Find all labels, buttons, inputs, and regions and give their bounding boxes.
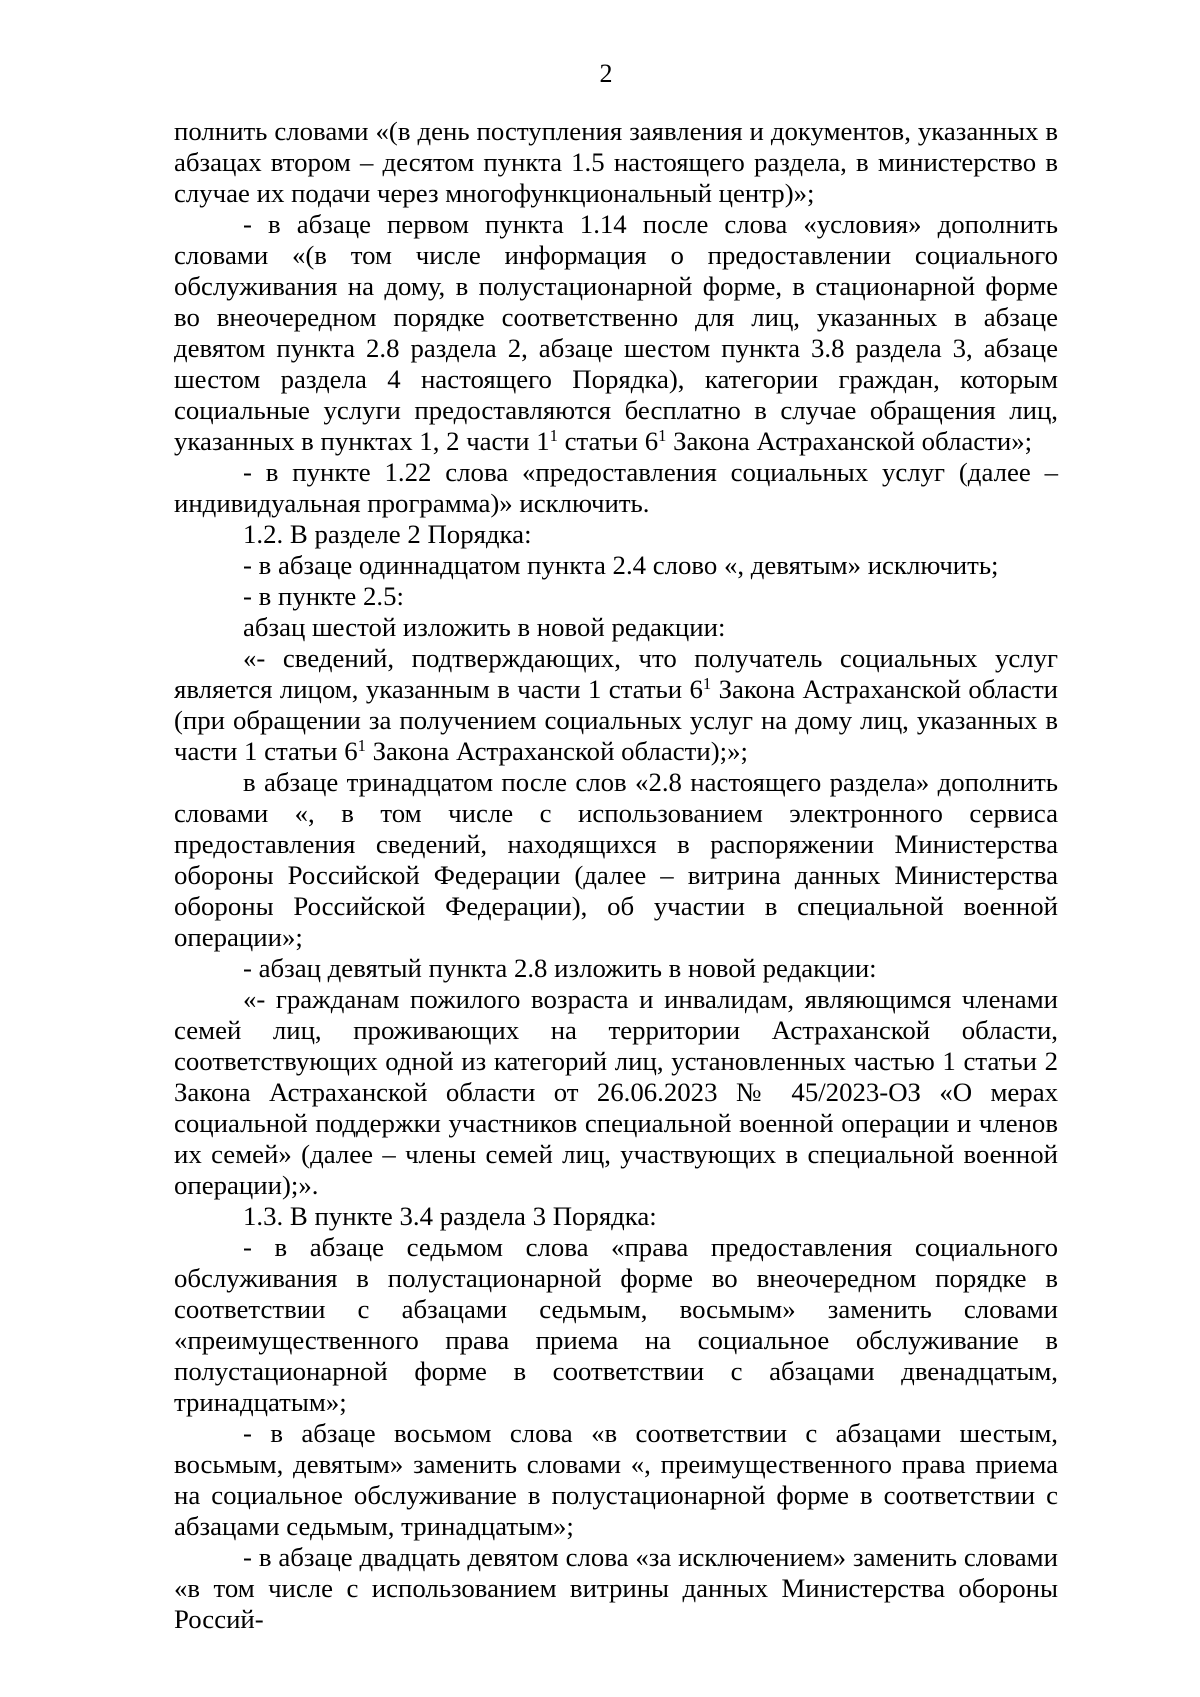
paragraph: - в абзаце одиннадцатом пункта 2.4 слово «, девятым» исключить;	[243, 550, 999, 580]
document-body	[174, 116, 1058, 1635]
paragraph: - в пункте 2.5:	[243, 581, 404, 611]
paragraph: - в пункте 1.22 слова «предоставления социальных услуг (далее – индивидуальная программа)» исключить.	[174, 457, 1058, 518]
paragraph: - в абзаце восьмом слова «в соответствии с абзацами шестым, восьмым, девятым» заменить словами «, преимущественного права приема на социальное обслуживание в полустационарной форме в соответствии с абзацами седьмым, тринадцатым»;	[174, 1418, 1058, 1541]
paragraph: 1.2. В разделе 2 Порядка:	[243, 519, 532, 549]
paragraph: - в абзаце седьмом слова «права предоставления социального обслуживания в полустационарной форме во внеочередном порядке в соответствии с абзацами седьмым, восьмым» заменить словами «преимущественного права приема на социальное обслуживание в полустационарной форме в соответствии с абзацами двенадцатым, тринадцатым»;	[174, 1232, 1058, 1417]
paragraph: - абзац девятый пункта 2.8 изложить в новой редакции:	[243, 953, 877, 983]
paragraph: «- гражданам пожилого возраста и инвалидам, являющимся членами семей лиц, проживающих на территории Астраханской области, соответствующих одной из категорий лиц, установленных частью 1 статьи 2 Закона Астраханской области от 26.06.2023 № 45/2023-ОЗ «О мерах социальной поддержки участников специальной военной операции и членов их семей» (далее – члены семей лиц, участвующих в специальной военной операции);».	[174, 984, 1058, 1200]
paragraph: «- сведений, подтверждающих, что получатель социальных услуг является лицом, указанным в части 1 статьи $6^1$ Закона Астраханской области (при обращении за получением социальных услуг на дому лиц, указанных в части 1 статьи $6^1$ Закона Астраханской области);»;	[174, 643, 1058, 766]
paragraph: полнить словами «(в день поступления заявления и документов, указанных в абзацах втором – десятом пункта 1.5 настоящего раздела, в министерство в случае их подачи через многофункциональный центр)»;	[174, 116, 1058, 208]
paragraph: - в абзаце первом пункта 1.14 после слова «условия» дополнить словами «(в том числе информация о предоставлении социального обслуживания на дому, в полустационарной форме, в стационарной форме во внеочередном порядке соответственно для лиц, указанных в абзаце девятом пункта 2.8 раздела 2, абзаце шестом пункта 3.8 раздела 3, абзаце шестом раздела 4 настоящего Порядка), категории граждан, которым социальные услуги предоставляются бесплатно в случае обращения лиц, указанных в пунктах 1, 2 части $1^1$ статьи $6^1$ Закона Астраханской области»;	[174, 209, 1058, 456]
page-number: 2	[599, 59, 613, 88]
paragraph: абзац шестой изложить в новой редакции:	[243, 612, 726, 642]
paragraph: в абзаце тринадцатом после слов «2.8 настоящего раздела» дополнить словами «, в том числе с использованием электронного сервиса предоставления сведений, находящихся в распоряжении Министерства обороны Российской Федерации (далее – витрина данных Министерства обороны Российской Федерации), об участии в специальной военной операции»;	[174, 767, 1058, 952]
paragraph: - в абзаце двадцать девятом слова «за исключением» заменить словами «в том числе с использованием витрины данных Министерства обороны Россий-	[174, 1542, 1058, 1634]
paragraph: 1.3. В пункте 3.4 раздела 3 Порядка:	[243, 1201, 657, 1231]
